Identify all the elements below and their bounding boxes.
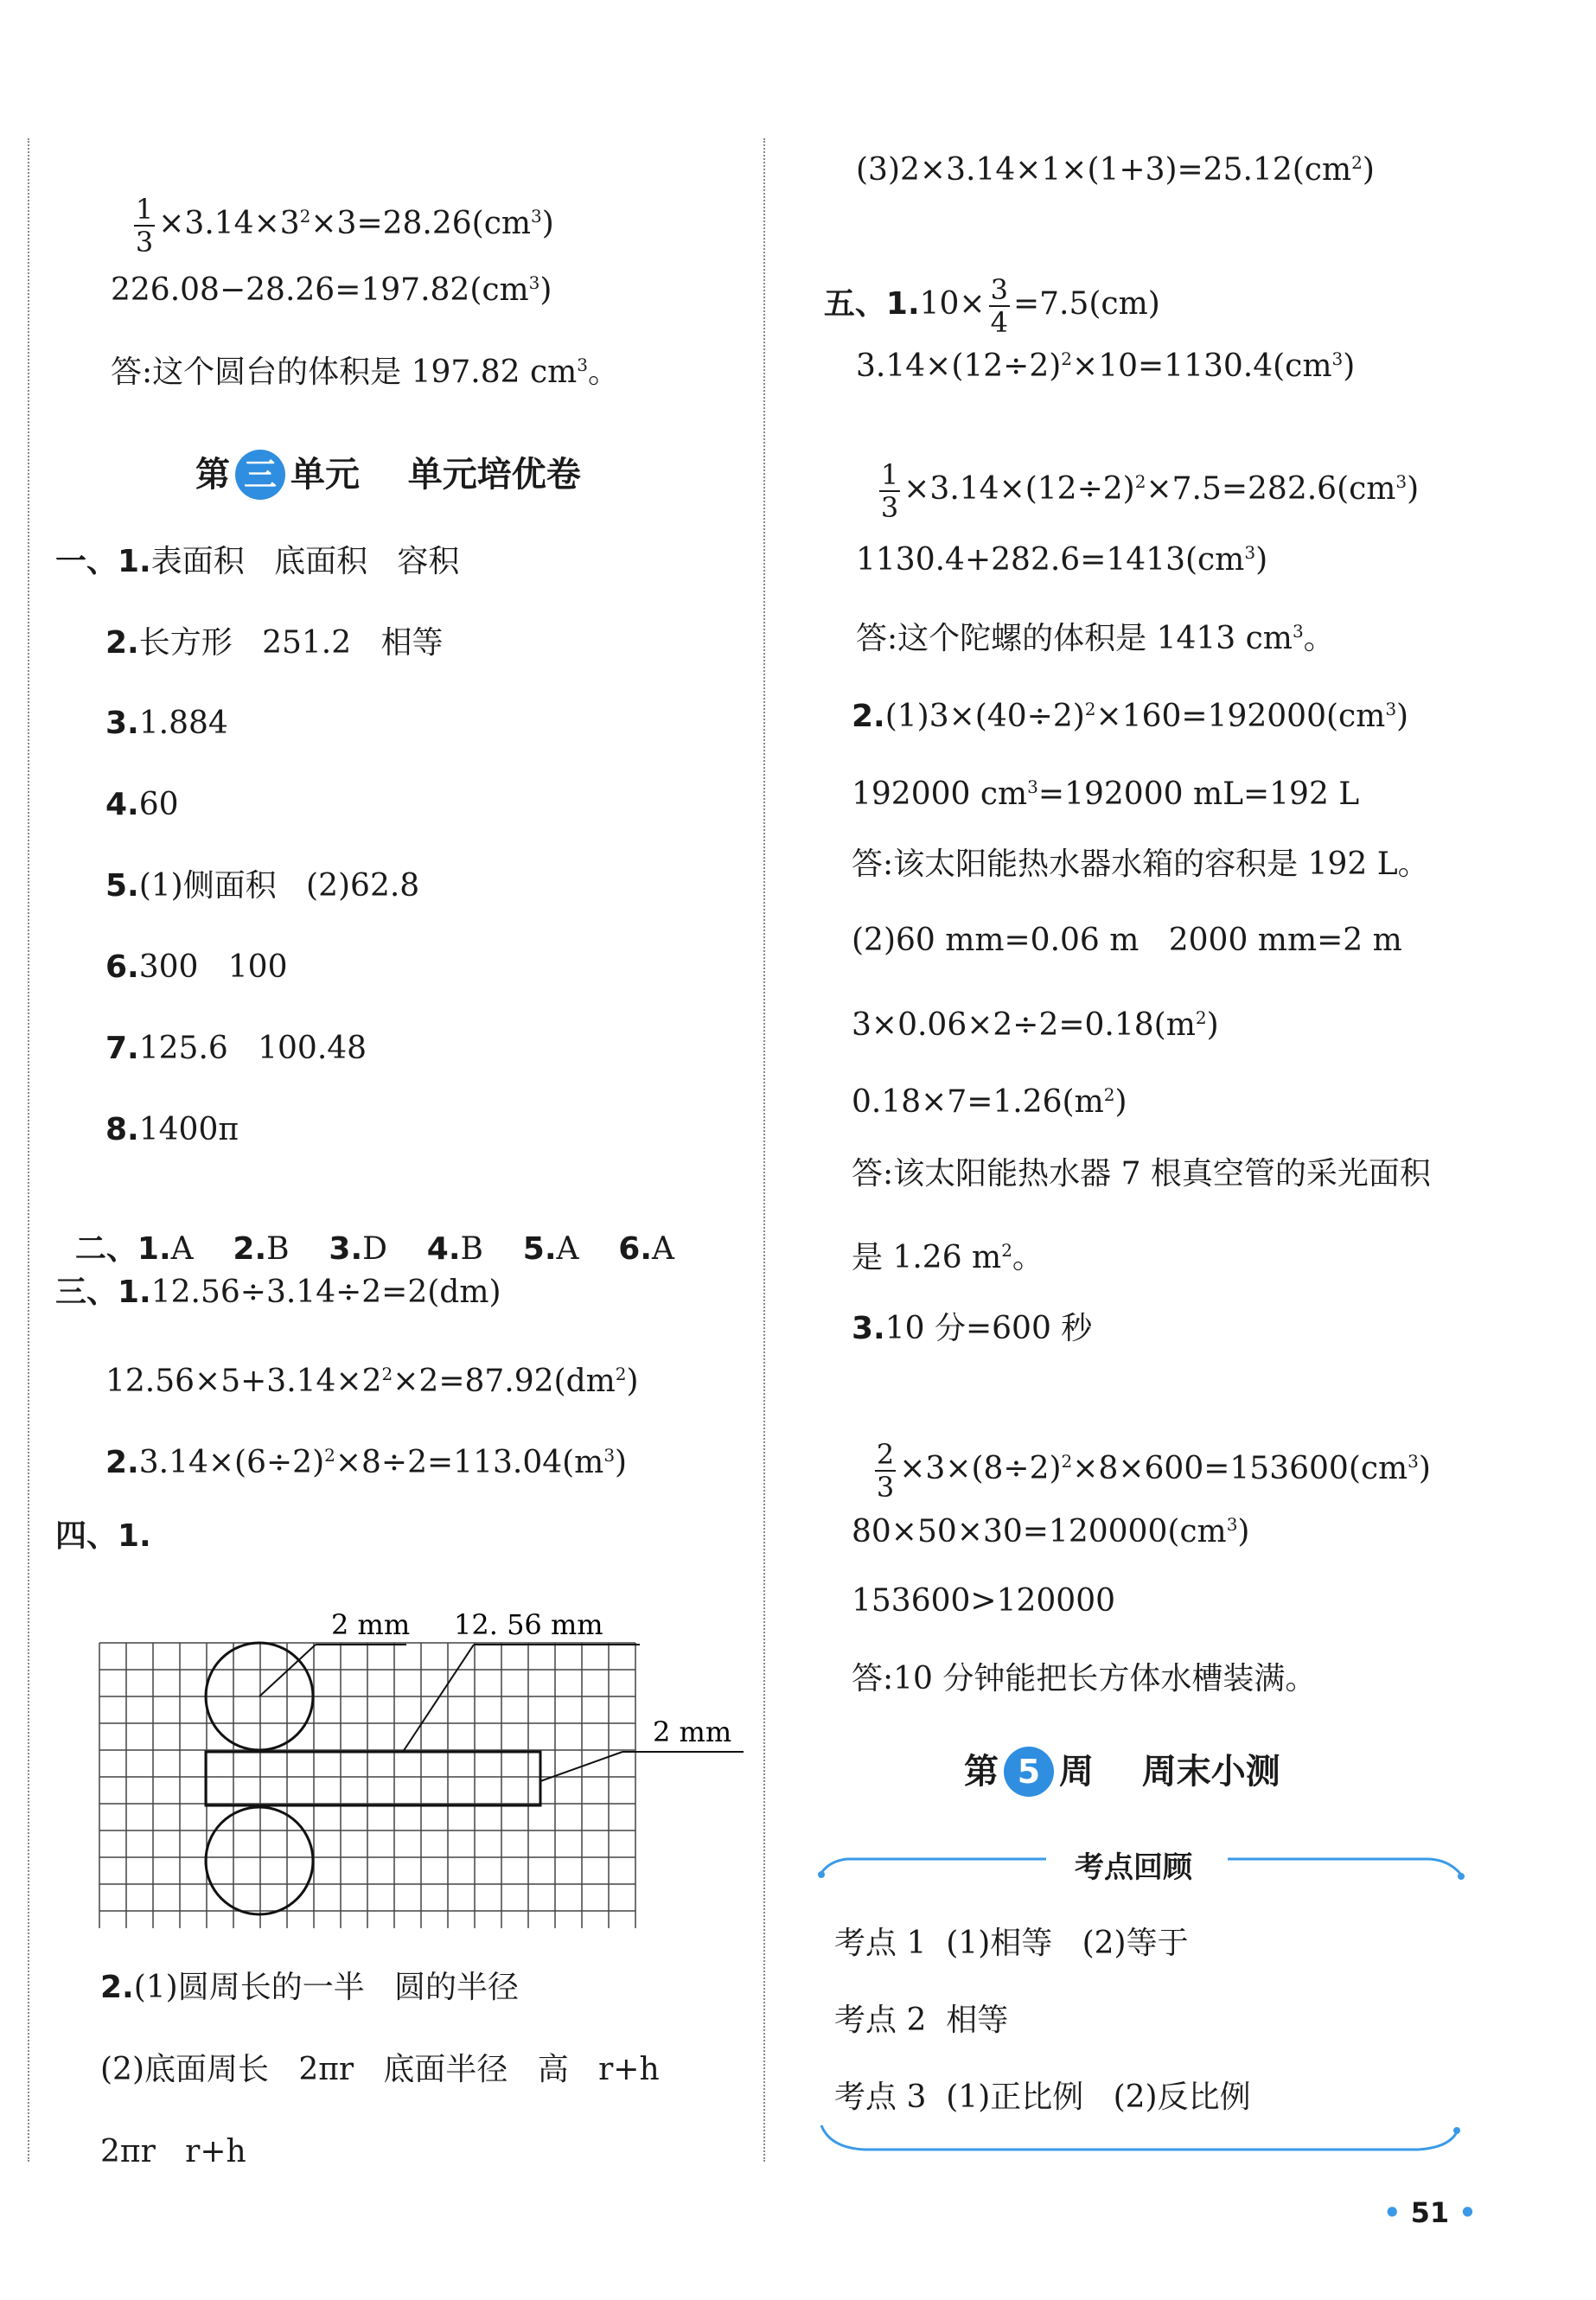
s4-heading: 四、1. [55, 1518, 151, 1554]
s3-line-2: $12.56\times 5+3.14\times 2^2\times 2=87.92(dm^2)$ [105, 1364, 639, 1399]
s1-q6: 6.300 100 [105, 949, 288, 985]
s2-answers: 二、1.A 2.B 3.D 4.B 5.A 6.A [74, 1231, 675, 1267]
grid [99, 1643, 635, 1928]
week-number-badge: 5 [1004, 1747, 1054, 1797]
s3-line-3: $2.3.14\times(6\div 2)^2\times 8\div 2=113.04(m^3)$ [105, 1445, 628, 1480]
r-line-5: $1130.4+282.6=1413(cm^3)$ [856, 542, 1268, 578]
r-line-9: 答:该太阳能热水器水箱的容积是 192 L。 [852, 847, 1429, 882]
left-margin-rule [28, 138, 29, 2162]
page-number: • 51 • [1383, 2196, 1477, 2229]
s1-q3: 3.1.884 [105, 706, 228, 741]
review-box-title: 考点回顾 [1075, 1850, 1192, 1885]
s4-line-2: (2)底面周长 2πr 底面半径 高 r+h [100, 2052, 660, 2087]
bullet-icon: • [1459, 2196, 1477, 2229]
s1-q5: 5.(1)侧面积 (2)62.8 [105, 868, 420, 904]
fraction: $\frac{1}{3}$ [880, 458, 899, 524]
review-k1: 考点 1 (1)相等 (2)等于 [834, 1926, 1189, 1961]
column-divider [763, 138, 765, 2162]
r-line-11: $3\times 0.06\times 2\div 2=0.18(m^2)$ [852, 1007, 1219, 1043]
r-line-17: $80\times 50\times 30=120000(cm^3)$ [852, 1514, 1250, 1549]
r-line-15: 3.10 分=600 秒 [852, 1311, 1093, 1346]
calc-line-1: $\frac{1}{3}$ $\times 3.14\times 3^2\times 3=28.26(cm^3)$ [135, 193, 554, 259]
r-line-7: $2.(1)3\times(40\div 2)^2\times 160=192000(cm^3)$ [852, 699, 1409, 734]
fraction: $\frac{1}{3}$ [135, 193, 154, 259]
r-line-2: 五、1.10× $\frac{3}{4}$ =7.5(cm) [823, 273, 1160, 339]
unit-number-badge: 三 [235, 450, 285, 500]
review-k3: 考点 3 (1)正比例 (2)反比例 [834, 2080, 1251, 2115]
r-line-14: 是 1.26 $m^2$。 [852, 1240, 1044, 1275]
r-line-4: $\frac{1}{3}$ $\times 3.14\times(12\div 2)^2\times 7.5=282.6(cm^3)$ [880, 458, 1420, 524]
s4-line-1: 2.(1)圆周长的一半 圆的半径 [100, 1970, 520, 2005]
fraction: $\frac{3}{4}$ [990, 273, 1008, 339]
r-line-13: 答:该太阳能热水器 7 根真空管的采光面积 [852, 1156, 1431, 1192]
r-line-8: 192000 $cm^3=192000$ mL=192 L [852, 776, 1360, 812]
unit-heading: 第 三 单元 单元培优卷 [195, 450, 581, 500]
r-line-19: 答:10 分钟能把长方体水槽装满。 [852, 1661, 1317, 1696]
length-leader [403, 1645, 474, 1752]
r-line-3: $3.14\times(12\div 2)^2\times 10=1130.4(cm^3)$ [856, 348, 1356, 384]
label-length: 12. 56 mm [454, 1608, 603, 1641]
s1-q8: 8.1400π [105, 1112, 239, 1147]
s3-line-1: 三、1.12.56÷3.14÷2=2(dm) [55, 1275, 501, 1310]
s1-q4: 4.60 [105, 787, 179, 822]
r-line-18: 153600>120000 [852, 1583, 1116, 1619]
s4-line-3: 2πr r+h [100, 2134, 246, 2169]
label-radius: 2 mm [331, 1608, 411, 1641]
label-width: 2 mm [653, 1715, 732, 1748]
review-k2: 考点 2 相等 [834, 2003, 1009, 2038]
bullet-icon: • [1383, 2196, 1401, 2229]
r-line-6: 答:这个陀螺的体积是 1413 $cm^3$。 [856, 621, 1335, 656]
r-line-10: (2)60 mm=0.06 m 2000 mm=2 m [852, 923, 1402, 958]
calc-line-2: $226.08-28.26=197.82(cm^3)$ [111, 272, 552, 308]
net-diagram [86, 1582, 752, 1928]
answer-line: 答:这个圆台的体积是 197.82 $cm^3$。 [111, 355, 620, 390]
bottom-circle [206, 1807, 313, 1914]
side-rectangle [206, 1752, 540, 1805]
s1-q7: 7.125.6 100.48 [105, 1031, 367, 1066]
s1-q2: 2.长方形 251.2 相等 [105, 625, 444, 661]
fraction: $\frac{2}{3}$ [876, 1438, 895, 1504]
s1-q1: 一、1.表面积 底面积 容积 [55, 544, 460, 579]
r-line-1: $(3)2\times 3.14\times 1\times(1+3)=25.12(cm^2)$ [856, 152, 1375, 188]
week-heading: 第 5 周 周末小测 [964, 1747, 1280, 1797]
r-line-12: $0.18\times 7=1.26(m^2)$ [852, 1084, 1127, 1120]
r-line-16: $\frac{2}{3}$ $\times 3\times(8\div 2)^2\times 8\times 600=153600(cm^3)$ [876, 1438, 1431, 1504]
